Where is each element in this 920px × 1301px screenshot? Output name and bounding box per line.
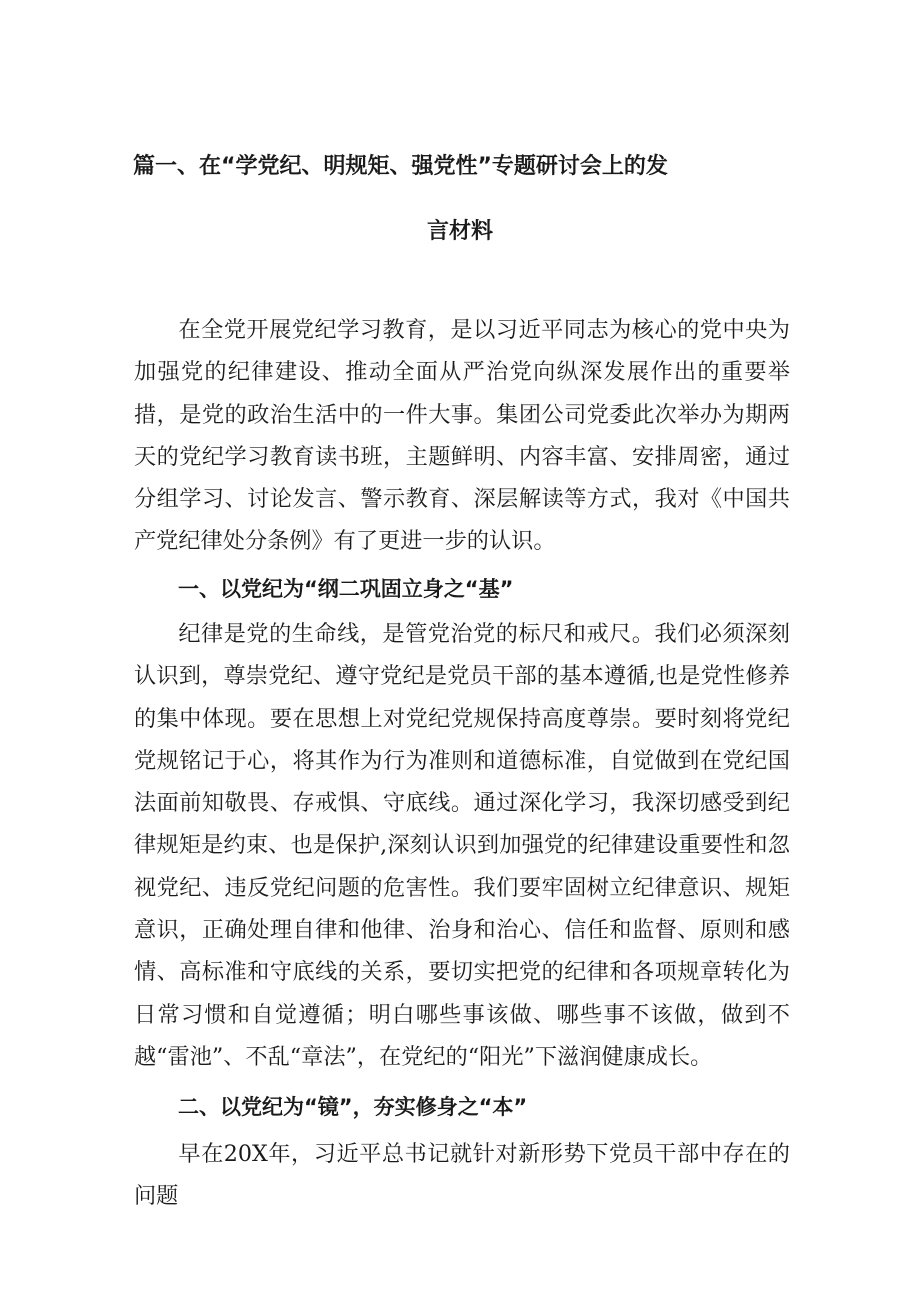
intro-paragraph: 在全党开展党纪学习教育，是以习近平同志为核心的党中央为加强党的纪律建设、推动全面从严治党向纵深发展作出的重要举措，是党的政治生活中的一件大事。集团公司党委此次举办为期两天的党纪学习教育读书班，主题鲜明、内容丰富、安排周密，通过分组学习、讨论发言、警示教育、深层解读等方式，我对《中国共产党纪律处分条例》有了更进一步的认识。 [134, 317, 790, 555]
document-title-line-1: 篇一、在“学党纪、明规矩、强党性”专题研讨会上的发 [133, 154, 668, 179]
section-heading-1: 一、以党纪为“纲二巩固立身之“基” [178, 577, 514, 601]
document-title-line-2: 言材料 [426, 219, 493, 244]
section-heading-2: 二、以党纪为“镜”，夯实修身之“本” [178, 1095, 528, 1119]
section-2-paragraph: 早在20X年，习近平总书记就针对新形势下党员干部中存在的问题 [134, 1141, 790, 1210]
section-1-paragraph: 纪律是党的生命线，是管党治党的标尺和戒尺。我们必须深刻认识到，尊崇党纪、遵守党纪是党员干部的基本遵循,也是党性修养的集中体现。要在思想上对党纪党规保持高度尊崇。要时刻将党纪党规铭记于心，将其作为行为准则和道德标准，自觉做到在党纪国法面前知敬畏、存戒惧、守底线。通过深化学习，我深切感受到纪律规矩是约束、也是保护,深刻认识到加强党的纪律建设重要性和忽视党纪、违反党纪问题的危害性。我们要牢固树立纪律意识、规矩意识，正确处理自律和他律、治身和治心、信任和监督、原则和感情、高标准和守底线的关系，要切实把党的纪律和各项规章转化为日常习惯和自觉遵循；明白哪些事该做、哪些事不该做，做到不越“雷池”、不乱“章法”，在党纪的“阳光”下滋润健康成长。 [134, 621, 790, 1070]
